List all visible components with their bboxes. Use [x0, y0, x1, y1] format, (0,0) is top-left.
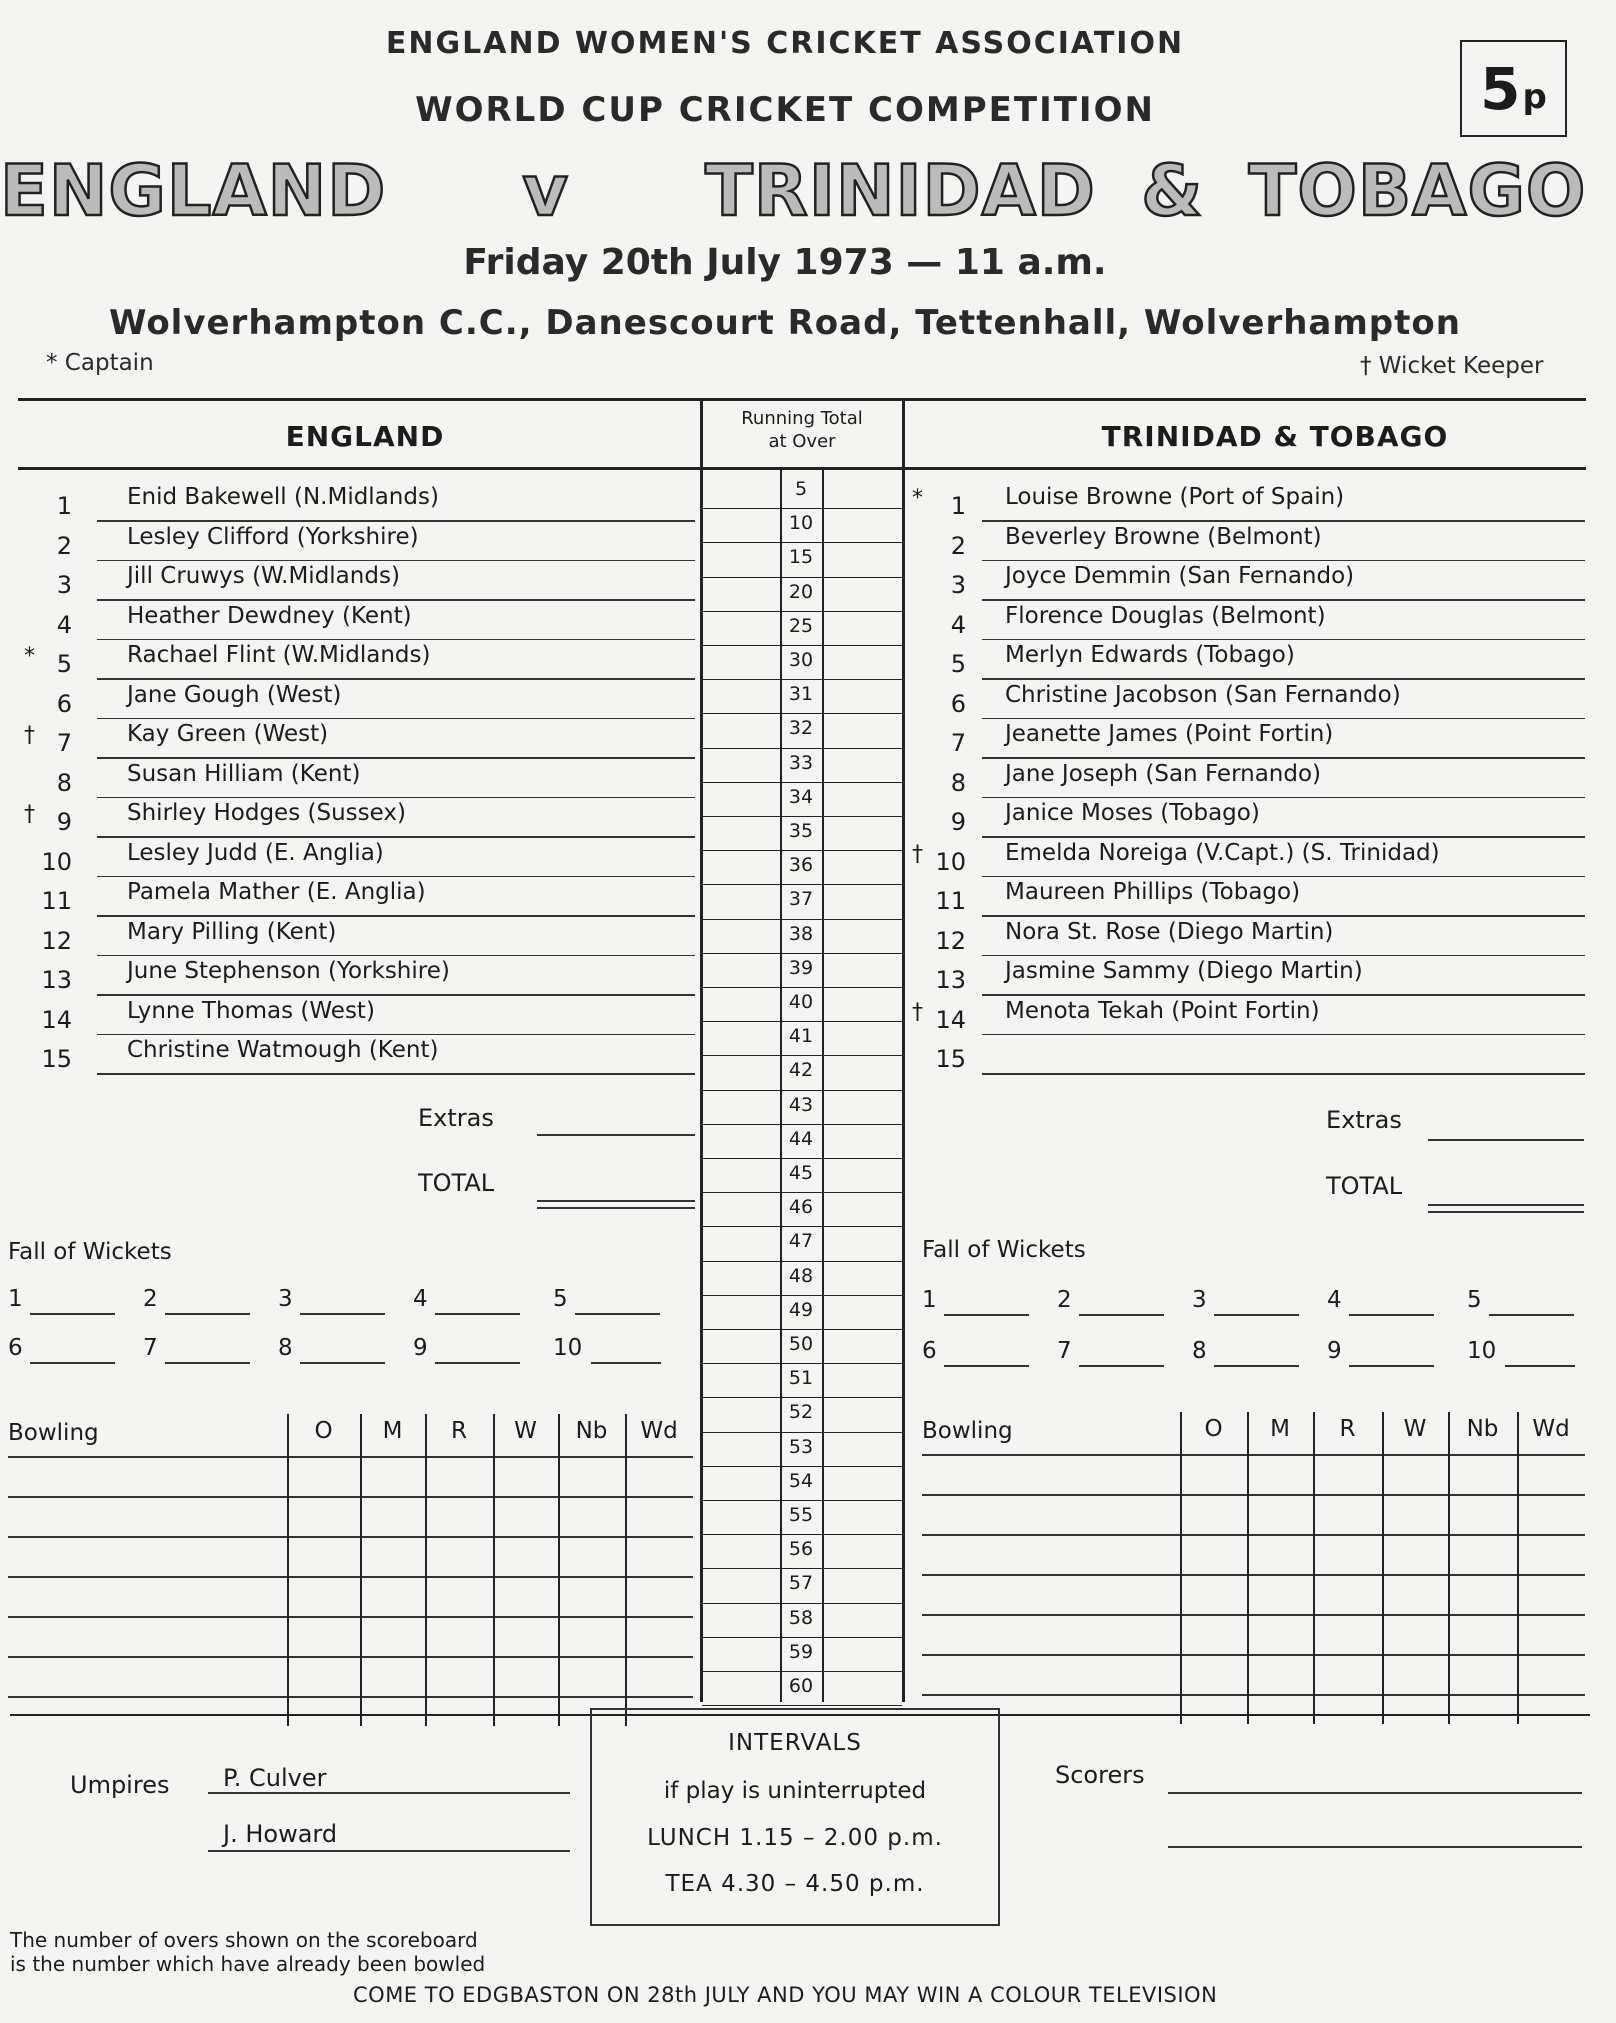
- overs-note-line2: is the number which have already been bowled: [10, 1952, 486, 1976]
- running-total-right-border: [902, 400, 905, 1702]
- over-number: 45: [788, 1162, 814, 1184]
- england-wicket-line: [591, 1362, 661, 1364]
- intervals-title: INTERVALS: [728, 1730, 862, 1756]
- trinidad-player-number: 7: [950, 729, 966, 757]
- over-number: 59: [788, 1640, 814, 1663]
- england-player-number: 7: [56, 729, 72, 757]
- england-player-number: 1: [56, 492, 72, 520]
- england-player-number: 3: [56, 571, 72, 599]
- england-wicket-line: [30, 1313, 115, 1315]
- trinidad-wicket-number: 8: [1192, 1338, 1207, 1364]
- over-number: 50: [788, 1333, 814, 1355]
- trinidad-player-line: [982, 994, 1585, 996]
- over-number: 34: [788, 785, 814, 808]
- trinidad-player-mark: †: [912, 841, 923, 867]
- over-row-line: [702, 679, 902, 680]
- trinidad-bowling-col-header: W: [1403, 1416, 1427, 1442]
- over-row-line: [702, 1671, 902, 1672]
- over-number: 5: [794, 478, 808, 500]
- trinidad-bowling-col-line: [1313, 1412, 1315, 1724]
- england-header: ENGLAND: [285, 420, 445, 453]
- england-wicket-line: [575, 1313, 660, 1315]
- england-bowling-col-header: R: [451, 1418, 467, 1444]
- over-row-line: [702, 1397, 902, 1398]
- trinidad-bowling-col-line: [1448, 1412, 1450, 1724]
- england-player-mark: †: [24, 723, 35, 748]
- over-number: 39: [788, 956, 814, 979]
- over-row-line: [702, 1124, 902, 1125]
- england-total-label: TOTAL: [418, 1169, 495, 1197]
- england-player-number: 15: [41, 1045, 72, 1073]
- trinidad-player-number: 15: [935, 1045, 966, 1073]
- england-wicket-line: [435, 1313, 520, 1315]
- over-row-line: [702, 884, 902, 885]
- england-player-name: June Stephenson (Yorkshire): [127, 958, 450, 984]
- over-number: 38: [788, 922, 814, 945]
- trinidad-wicket-line: [944, 1314, 1029, 1316]
- trinidad-player-number: 11: [935, 887, 966, 915]
- trinidad-bowling-row-line: [922, 1614, 1585, 1616]
- trinidad-player-name: Florence Douglas (Belmont): [1005, 602, 1326, 629]
- england-total-double-line: [537, 1207, 695, 1209]
- england-fall-of-wickets-title: Fall of Wickets: [8, 1239, 172, 1265]
- over-number: 56: [788, 1538, 814, 1561]
- trinidad-player-number: 2: [950, 531, 966, 560]
- trinidad-wicket-number: 6: [922, 1338, 937, 1364]
- trinidad-bowling-col-line: [1517, 1412, 1519, 1724]
- trinidad-player-line: [982, 520, 1585, 522]
- trinidad-player-number: 12: [935, 926, 966, 955]
- over-row-line: [702, 816, 902, 817]
- trinidad-player-number: 13: [935, 966, 966, 994]
- trinidad-bowling-row-line: [922, 1694, 1585, 1696]
- trinidad-total-double-line: [1428, 1211, 1584, 1213]
- over-number: 54: [788, 1469, 814, 1492]
- england-wicket-number: 6: [8, 1335, 23, 1361]
- running-total-left-border: [700, 400, 703, 1702]
- umpires-label: Umpires: [70, 1771, 170, 1799]
- england-player-number: 2: [56, 531, 72, 560]
- over-row-line: [702, 782, 902, 783]
- england-player-number: 6: [56, 689, 72, 718]
- scorer-1-line: [1168, 1792, 1582, 1794]
- over-number: 37: [788, 888, 814, 911]
- trinidad-wicket-number: 1: [922, 1287, 937, 1313]
- intervals-subtitle: if play is uninterrupted: [663, 1778, 927, 1804]
- trinidad-bowling-row-line: [922, 1454, 1585, 1456]
- england-bowling-row-line: [8, 1536, 693, 1538]
- england-bowling-row-line: [8, 1656, 693, 1658]
- umpire-1: P. Culver: [223, 1764, 327, 1792]
- over-row-line: [702, 1705, 902, 1706]
- england-player-number: 9: [56, 808, 72, 836]
- trinidad-bowling-col-line: [1180, 1412, 1182, 1724]
- trinidad-bowling-row-line: [922, 1494, 1585, 1496]
- england-player-name: Rachael Flint (W.Midlands): [127, 642, 431, 668]
- trinidad-player-name: Joyce Demmin (San Fernando): [1005, 563, 1355, 589]
- england-player-name: Lynne Thomas (West): [127, 997, 375, 1024]
- trinidad-wicket-number: 3: [1192, 1287, 1207, 1313]
- over-number: 44: [788, 1127, 814, 1150]
- trinidad-player-line: [982, 915, 1585, 917]
- price-box: [1460, 40, 1567, 137]
- england-player-number: 14: [41, 1005, 72, 1034]
- england-bowling-col-header: W: [514, 1418, 537, 1444]
- england-player-name: Mary Pilling (Kent): [127, 918, 337, 945]
- england-bowling-col-line: [493, 1414, 495, 1726]
- trinidad-player-name: Christine Jacobson (San Fernando): [1005, 681, 1401, 708]
- trinidad-extras-line: [1428, 1139, 1584, 1141]
- trinidad-player-name: Jeanette James (Point Fortin): [1005, 721, 1334, 747]
- trinidad-player-number: 9: [950, 808, 966, 836]
- england-player-line: [97, 797, 695, 799]
- wicket-keeper-legend: † Wicket Keeper: [1360, 353, 1544, 379]
- trinidad-player-name: Louise Browne (Port of Spain): [1005, 484, 1345, 510]
- over-row-line: [702, 1500, 902, 1501]
- england-bowling-row-line: [8, 1696, 693, 1698]
- england-total-line: [537, 1200, 695, 1202]
- running-total-header-line1: Running Total: [741, 408, 863, 429]
- england-player-name: Enid Bakewell (N.Midlands): [127, 484, 439, 510]
- over-row-line: [702, 1226, 902, 1227]
- trinidad-wicket-line: [1489, 1314, 1574, 1316]
- trinidad-player-line: [982, 955, 1585, 957]
- england-player-number: 10: [41, 847, 72, 876]
- trinidad-player-number: 1: [950, 492, 966, 520]
- trinidad-bowling-col-header: M: [1270, 1416, 1290, 1442]
- trinidad-player-mark: †: [912, 999, 923, 1025]
- over-number: 25: [788, 614, 814, 637]
- trinidad-wicket-number: 9: [1327, 1338, 1342, 1364]
- over-row-line: [702, 1466, 902, 1467]
- over-row-line: [702, 919, 902, 920]
- over-row-line: [702, 542, 902, 543]
- over-row-line: [702, 1021, 902, 1022]
- over-row-line: [702, 1261, 902, 1262]
- over-number: 49: [788, 1298, 814, 1321]
- trinidad-bowling-col-header: Wd: [1532, 1416, 1570, 1442]
- match-date: Friday 20th July 1973 — 11 a.m.: [463, 242, 1107, 283]
- trinidad-player-line: [982, 1034, 1585, 1036]
- england-bowling-col-line: [558, 1414, 560, 1726]
- trinidad-player-number: 3: [950, 571, 966, 599]
- trinidad-fall-of-wickets-title: Fall of Wickets: [922, 1237, 1086, 1263]
- trinidad-player-name: Menota Tekah (Point Fortin): [1005, 997, 1320, 1024]
- england-wicket-line: [300, 1313, 385, 1315]
- england-wicket-line: [165, 1313, 250, 1315]
- trinidad-bowling-col-header: Nb: [1466, 1416, 1499, 1442]
- england-player-line: [97, 955, 695, 957]
- over-row-line: [702, 748, 902, 749]
- trinidad-bowling-title: Bowling: [922, 1418, 1013, 1444]
- over-number: 57: [788, 1572, 814, 1595]
- england-player-line: [97, 1034, 695, 1036]
- trinidad-player-name: Jane Joseph (San Fernando): [1005, 760, 1322, 787]
- price-unit: p: [1522, 76, 1547, 117]
- trinidad-extras-label: Extras: [1326, 1106, 1402, 1134]
- over-number: 30: [788, 649, 814, 671]
- england-player-line: [97, 876, 695, 878]
- trinidad-wicket-line: [1349, 1314, 1434, 1316]
- england-player-number: 12: [41, 926, 72, 955]
- england-player-line: [97, 718, 695, 720]
- over-row-line: [702, 1432, 902, 1433]
- england-bowling-col-header: Wd: [640, 1418, 678, 1444]
- trinidad-wicket-number: 5: [1467, 1287, 1482, 1313]
- trinidad-wicket-line: [1349, 1365, 1434, 1367]
- venue: Wolverhampton C.C., Danescourt Road, Tettenhall, Wolverhampton: [109, 303, 1461, 343]
- trinidad-player-line: [982, 797, 1585, 799]
- england-player-line: [97, 836, 695, 838]
- england-wicket-line: [165, 1362, 250, 1364]
- over-number: 32: [788, 717, 814, 740]
- england-player-mark: †: [24, 802, 35, 827]
- england-player-number: 4: [56, 610, 72, 639]
- trinidad-player-line: [982, 560, 1585, 562]
- umpire-2: J. Howard: [223, 1820, 338, 1848]
- england-bowling-title: Bowling: [8, 1420, 99, 1446]
- england-player-name: Jane Gough (West): [127, 681, 342, 708]
- england-player-name: Pamela Mather (E. Anglia): [127, 879, 426, 905]
- england-bowling-row-line: [8, 1496, 693, 1498]
- over-row-line: [702, 953, 902, 954]
- over-number: 35: [788, 820, 814, 842]
- england-wicket-line: [30, 1362, 115, 1364]
- trinidad-player-name: Beverley Browne (Belmont): [1005, 523, 1322, 550]
- trinidad-bowling-col-header: O: [1204, 1416, 1223, 1442]
- england-player-line: [97, 757, 695, 759]
- trinidad-player-name: Maureen Phillips (Tobago): [1005, 879, 1301, 905]
- trinidad-bowling-col-header: R: [1339, 1416, 1356, 1442]
- over-number: 42: [788, 1059, 814, 1082]
- trinidad-player-line: [982, 639, 1585, 641]
- scorers-label: Scorers: [1055, 1761, 1145, 1789]
- running-total-header-line2: at Over: [768, 431, 836, 452]
- over-row-line: [702, 850, 902, 851]
- over-number-right-border: [822, 470, 824, 1702]
- trinidad-bowling-row-line: [922, 1654, 1585, 1656]
- england-bowling-col-line: [287, 1414, 289, 1726]
- trinidad-wicket-line: [1214, 1365, 1299, 1367]
- trinidad-player-name: Nora St. Rose (Diego Martin): [1005, 918, 1334, 945]
- over-row-line: [702, 987, 902, 988]
- england-bowling-row-line: [8, 1576, 693, 1578]
- england-bowling-row-line: [8, 1456, 693, 1458]
- england-wicket-number: 1: [8, 1286, 23, 1312]
- tea-interval: TEA 4.30 – 4.50 p.m.: [665, 1871, 925, 1897]
- over-row-line: [702, 1637, 902, 1638]
- umpire-1-line: [208, 1792, 570, 1794]
- trinidad-player-number: 14: [935, 1005, 966, 1034]
- trinidad-wicket-line: [1079, 1365, 1164, 1367]
- scorer-2-line: [1168, 1846, 1582, 1848]
- england-bowling-col-line: [425, 1414, 427, 1726]
- over-row-line: [702, 1158, 902, 1159]
- over-number: 47: [788, 1230, 814, 1253]
- england-player-number: 8: [56, 768, 72, 797]
- england-wicket-line: [435, 1362, 520, 1364]
- trinidad-bowling-row-line: [922, 1574, 1585, 1576]
- trinidad-total-line: [1428, 1204, 1584, 1206]
- england-player-line: [97, 678, 695, 680]
- england-bowling-row-line: [8, 1616, 693, 1618]
- trinidad-player-line: [982, 678, 1585, 680]
- trinidad-wicket-line: [1505, 1365, 1575, 1367]
- trinidad-wicket-number: 7: [1057, 1338, 1072, 1364]
- over-number: 53: [788, 1435, 814, 1458]
- trinidad-player-number: 5: [950, 650, 966, 678]
- england-player-name: Heather Dewdney (Kent): [127, 602, 412, 629]
- over-number: 33: [788, 751, 814, 774]
- over-number: 52: [788, 1401, 814, 1424]
- trinidad-player-line: [982, 876, 1585, 878]
- over-row-line: [702, 713, 902, 714]
- england-player-name: Jill Cruwys (W.Midlands): [127, 563, 400, 589]
- trinidad-player-line: [982, 1073, 1585, 1075]
- over-number: 43: [788, 1093, 814, 1116]
- england-bowling-col-line: [360, 1414, 362, 1726]
- price-value: 5: [1480, 54, 1521, 123]
- england-bowling-col-line: [625, 1414, 627, 1726]
- england-player-line: [97, 599, 695, 601]
- england-player-line: [97, 560, 695, 562]
- england-wicket-number: 10: [553, 1335, 583, 1361]
- over-number: 48: [788, 1264, 814, 1287]
- promo-text: COME TO EDGBASTON ON 28th JULY AND YOU MAY WIN A COLOUR TELEVISION: [353, 1983, 1218, 2007]
- over-number: 55: [788, 1504, 814, 1526]
- england-player-name: Kay Green (West): [127, 721, 329, 747]
- england-bowling-col-header: M: [382, 1418, 403, 1444]
- england-wicket-number: 8: [278, 1335, 293, 1361]
- over-number: 10: [788, 512, 814, 535]
- over-row-line: [702, 1090, 902, 1091]
- trinidad-total-label: TOTAL: [1326, 1172, 1403, 1200]
- england-player-line: [97, 1073, 695, 1075]
- england-player-name: Shirley Hodges (Sussex): [127, 800, 406, 826]
- england-player-name: Lesley Clifford (Yorkshire): [127, 523, 419, 550]
- over-row-line: [702, 1603, 902, 1604]
- england-player-line: [97, 915, 695, 917]
- header-rule: [18, 467, 1586, 470]
- england-extras-label: Extras: [418, 1104, 494, 1132]
- competition-title: WORLD CUP CRICKET COMPETITION: [415, 90, 1155, 130]
- over-number: 46: [788, 1196, 814, 1219]
- england-player-line: [97, 994, 695, 996]
- trinidad-wicket-line: [944, 1365, 1029, 1367]
- england-player-number: 5: [56, 650, 72, 678]
- over-number: 51: [788, 1367, 814, 1390]
- england-player-number: 13: [41, 966, 72, 994]
- trinidad-wicket-line: [1079, 1314, 1164, 1316]
- over-number: 20: [788, 580, 814, 603]
- match-title: ENGLAND v TRINIDAD & TOBAGO: [0, 150, 1587, 232]
- england-player-line: [97, 639, 695, 641]
- trinidad-player-number: 6: [950, 689, 966, 718]
- over-row-line: [702, 1055, 902, 1056]
- association-title: ENGLAND WOMEN'S CRICKET ASSOCIATION: [385, 26, 1185, 61]
- trinidad-player-number: 8: [950, 768, 966, 797]
- over-number: 58: [788, 1606, 814, 1629]
- trinidad-header: TRINIDAD & TOBAGO: [1101, 420, 1449, 453]
- captain-legend: * Captain: [46, 350, 154, 376]
- england-bowling-col-header: O: [314, 1418, 333, 1444]
- over-row-line: [702, 577, 902, 578]
- england-extras-line: [537, 1134, 695, 1136]
- over-row-line: [702, 1363, 902, 1364]
- over-row-line: [702, 1568, 902, 1569]
- trinidad-player-name: Jasmine Sammy (Diego Martin): [1005, 958, 1363, 984]
- trinidad-bowling-col-line: [1247, 1412, 1249, 1724]
- england-wicket-number: 4: [413, 1286, 428, 1312]
- over-number: 36: [788, 854, 814, 877]
- over-number: 31: [788, 683, 814, 706]
- lunch-interval: LUNCH 1.15 – 2.00 p.m.: [647, 1825, 943, 1851]
- over-row-line: [702, 1534, 902, 1535]
- trinidad-player-line: [982, 836, 1585, 838]
- trinidad-player-number: 10: [935, 847, 966, 876]
- england-wicket-number: 5: [553, 1286, 568, 1312]
- england-wicket-line: [300, 1362, 385, 1364]
- england-wicket-number: 2: [143, 1286, 158, 1312]
- over-row-line: [702, 1329, 902, 1330]
- trinidad-player-mark: *: [912, 486, 923, 511]
- over-row-line: [702, 1295, 902, 1296]
- trinidad-player-line: [982, 757, 1585, 759]
- over-number: 60: [788, 1675, 814, 1697]
- trinidad-bowling-col-line: [1382, 1412, 1384, 1724]
- trinidad-player-line: [982, 599, 1585, 601]
- trinidad-wicket-number: 10: [1467, 1338, 1497, 1364]
- england-wicket-number: 3: [278, 1286, 293, 1312]
- over-row-line: [702, 645, 902, 646]
- trinidad-bowling-row-line: [922, 1534, 1585, 1536]
- trinidad-player-name: Emelda Noreiga (V.Capt.) (S. Trinidad): [1005, 839, 1440, 866]
- over-row-line: [702, 508, 902, 509]
- trinidad-wicket-line: [1214, 1314, 1299, 1316]
- top-rule: [18, 398, 1586, 401]
- england-player-name: Christine Watmough (Kent): [127, 1037, 439, 1063]
- over-row-line: [702, 611, 902, 612]
- trinidad-player-number: 4: [950, 610, 966, 639]
- england-player-mark: *: [24, 644, 35, 669]
- trinidad-player-name: Janice Moses (Tobago): [1005, 800, 1260, 826]
- england-wicket-number: 7: [143, 1335, 158, 1361]
- trinidad-wicket-number: 4: [1327, 1287, 1342, 1313]
- over-number: 40: [788, 991, 814, 1013]
- trinidad-player-name: Merlyn Edwards (Tobago): [1005, 642, 1295, 668]
- overs-note-line1: The number of overs shown on the scoreboard: [10, 1928, 478, 1952]
- umpire-2-line: [208, 1850, 570, 1852]
- over-row-line: [702, 1192, 902, 1193]
- england-bowling-col-header: Nb: [575, 1418, 608, 1444]
- england-player-name: Lesley Judd (E. Anglia): [127, 839, 384, 866]
- england-wicket-number: 9: [413, 1335, 428, 1361]
- england-player-number: 11: [41, 887, 72, 915]
- trinidad-player-line: [982, 718, 1585, 720]
- over-number: 15: [788, 546, 814, 569]
- england-player-name: Susan Hilliam (Kent): [127, 760, 361, 787]
- trinidad-wicket-number: 2: [1057, 1287, 1072, 1313]
- over-number: 41: [788, 1025, 814, 1048]
- england-player-line: [97, 520, 695, 522]
